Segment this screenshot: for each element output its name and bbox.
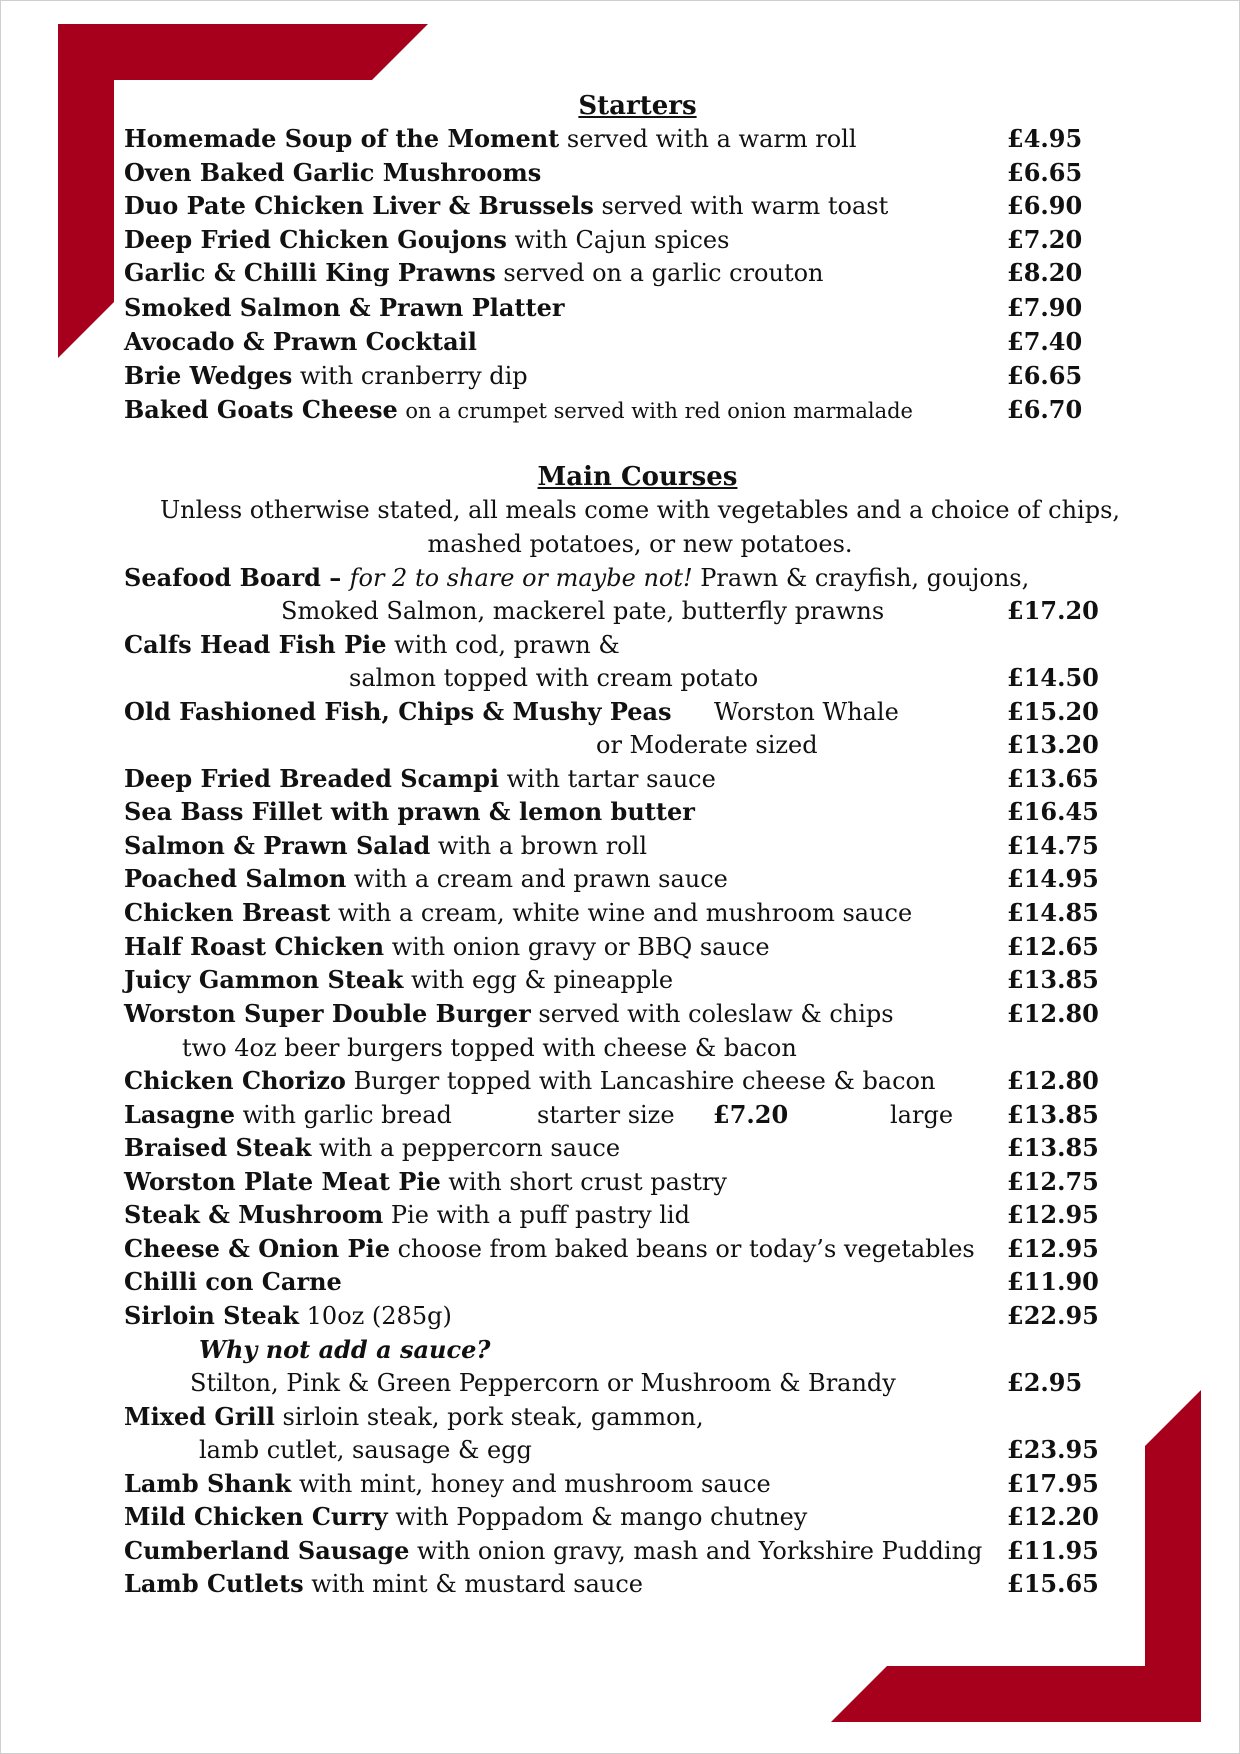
item-price: £17.95 [1007, 1469, 1099, 1498]
list-item: Calfs Head Fish Pie with cod, prawn & [124, 630, 620, 659]
item-price: £4.95 [1007, 124, 1083, 153]
item-price: £16.45 [1007, 797, 1099, 826]
list-item: Oven Baked Garlic Mushrooms [124, 158, 542, 187]
list-item: Chilli con Carne [124, 1267, 342, 1296]
list-item: Deep Fried Chicken Goujons with Cajun spices [124, 225, 730, 254]
item-price: £12.75 [1007, 1167, 1099, 1196]
item-price: £6.65 [1007, 158, 1083, 187]
list-item: Sirloin Steak 10oz (285g) [124, 1301, 452, 1330]
item-price: £14.75 [1007, 831, 1099, 860]
item-price: £7.20 [1007, 225, 1083, 254]
item-price: £12.20 [1007, 1502, 1099, 1531]
size-option: starter size [537, 1101, 675, 1129]
list-item: Mild Chicken Curry with Poppadom & mango chutney [124, 1502, 808, 1531]
item-price: £2.95 [1007, 1368, 1083, 1397]
item-price: £13.65 [1007, 764, 1099, 793]
main-courses-intro: Unless otherwise stated, all meals come with vegetables and a choice of chips, mashed potatoes, or new potatoes. [159, 496, 1121, 558]
list-item: Lamb Shank with mint, honey and mushroom sauce [124, 1469, 771, 1498]
item-price: £15.20 [1007, 697, 1099, 726]
list-item: Avocado & Prawn Cocktail [124, 327, 477, 356]
list-item: Smoked Salmon & Prawn Platter [124, 293, 565, 322]
list-item: Braised Steak with a peppercorn sauce [124, 1133, 621, 1162]
list-item: Chicken Chorizo Burger topped with Lancashire cheese & bacon [124, 1066, 936, 1095]
main-courses-heading: Main Courses [537, 462, 738, 492]
item-price: £17.20 [1007, 596, 1099, 625]
list-item: Cumberland Sausage with onion gravy, mash and Yorkshire Pudding [124, 1536, 983, 1565]
list-item: Chicken Breast with a cream, white wine and mushroom sauce [124, 898, 913, 927]
item-price: £6.70 [1007, 395, 1083, 424]
item-price: £13.20 [1007, 730, 1099, 759]
item-price: £6.65 [1007, 361, 1083, 390]
item-price: £6.90 [1007, 191, 1083, 220]
item-price: £12.80 [1007, 999, 1099, 1028]
item-price: £22.95 [1007, 1301, 1099, 1330]
list-item: Garlic & Chilli King Prawns served on a garlic crouton [124, 258, 824, 287]
starter-size-price: £7.20 [713, 1100, 789, 1129]
list-item: Cheese & Onion Pie choose from baked beans or today’s vegetables [124, 1234, 975, 1263]
list-item: Brie Wedges with cranberry dip [124, 361, 528, 390]
list-item: Seafood Board – for 2 to share or maybe not! Prawn & crayfish, goujons, [124, 563, 1030, 592]
list-item: Lasagne with garlic bread [124, 1100, 452, 1129]
item-price: £13.85 [1007, 965, 1099, 994]
item-price: £11.95 [1007, 1536, 1099, 1565]
item-description: Smoked Salmon, mackerel pate, butterfly prawns [281, 597, 885, 625]
item-price: £11.90 [1007, 1267, 1099, 1296]
item-price: £13.85 [1007, 1133, 1099, 1162]
list-item: Homemade Soup of the Moment served with a warm roll [124, 124, 857, 153]
list-item: Baked Goats Cheese on a crumpet served with red onion marmalade [124, 395, 913, 424]
item-price: £14.50 [1007, 663, 1099, 692]
list-item: Deep Fried Breaded Scampi with tartar sauce [124, 764, 716, 793]
item-price: £12.80 [1007, 1066, 1099, 1095]
item-price: £14.85 [1007, 898, 1099, 927]
item-price: £12.95 [1007, 1234, 1099, 1263]
item-price: £23.95 [1007, 1435, 1099, 1464]
size-option: or Moderate sized [596, 731, 818, 759]
item-price: £7.90 [1007, 293, 1083, 322]
item-price: £12.95 [1007, 1200, 1099, 1229]
list-item: Worston Super Double Burger served with coleslaw & chips [124, 999, 894, 1028]
list-item: Half Roast Chicken with onion gravy or BBQ sauce [124, 932, 770, 961]
list-item: Salmon & Prawn Salad with a brown roll [124, 831, 647, 860]
size-option: large [890, 1101, 954, 1129]
item-price: £12.65 [1007, 932, 1099, 961]
sauce-options: Stilton, Pink & Green Peppercorn or Mushroom & Brandy [190, 1369, 896, 1397]
list-item: Old Fashioned Fish, Chips & Mushy Peas [124, 697, 672, 726]
list-item: Duo Pate Chicken Liver & Brussels served with warm toast [124, 191, 889, 220]
list-item: Worston Plate Meat Pie with short crust pastry [124, 1167, 727, 1196]
sauce-prompt: Why not add a sauce? [199, 1335, 491, 1364]
starters-heading: Starters [578, 91, 697, 121]
item-price: £15.65 [1007, 1569, 1099, 1598]
list-item: Steak & Mushroom Pie with a puff pastry lid [124, 1200, 690, 1229]
item-description: lamb cutlet, sausage & egg [199, 1436, 532, 1464]
item-price: £13.85 [1007, 1100, 1099, 1129]
item-price: £14.95 [1007, 864, 1099, 893]
item-description: salmon topped with cream potato [349, 664, 759, 692]
list-item: Lamb Cutlets with mint & mustard sauce [124, 1569, 643, 1598]
list-item: Juicy Gammon Steak with egg & pineapple [124, 965, 674, 994]
item-price: £7.40 [1007, 327, 1083, 356]
list-item: Sea Bass Fillet with prawn & lemon butter [124, 797, 695, 826]
item-description: two 4oz beer burgers topped with cheese & bacon [182, 1034, 797, 1062]
item-price: £8.20 [1007, 258, 1083, 287]
list-item: Poached Salmon with a cream and prawn sauce [124, 864, 728, 893]
list-item: Mixed Grill sirloin steak, pork steak, gammon, [124, 1402, 704, 1431]
size-option: Worston Whale [714, 698, 899, 726]
